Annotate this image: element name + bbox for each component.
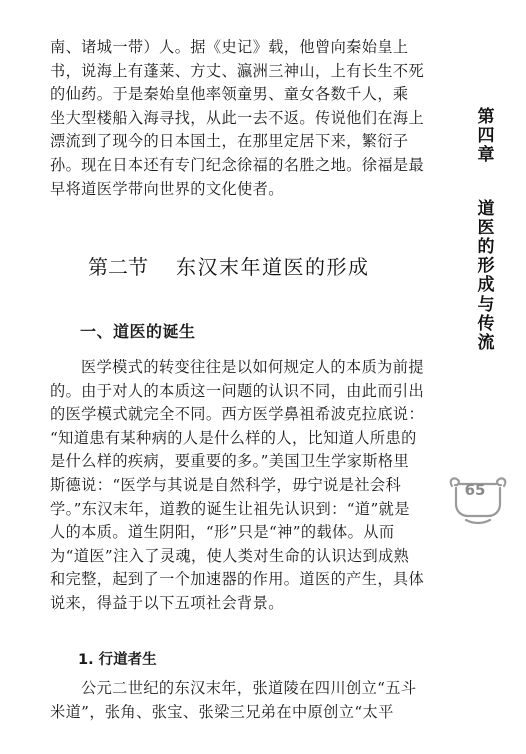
text-line: 学。”东汉末年，道教的诞生让祖先认识到：“道”就是	[50, 499, 410, 518]
text-line: 漂流到了现今的日本国土，在那里定居下来，繁衍子	[50, 132, 409, 151]
section-number: 第二节	[88, 255, 148, 279]
chapter-title-char: 传	[477, 313, 495, 334]
text-line: 为“道医”注入了灵魂，使人类对生命的认识达到成熟	[50, 546, 410, 565]
top-paragraph	[50, 36, 440, 201]
text-line: “知道患有某种病的人是什么样的人，比知道人所患的	[50, 428, 417, 447]
text-line: 的仙药。于是秦始皇他率领童男、童女各数千人，乘	[50, 85, 409, 104]
item-paragraph	[50, 677, 440, 724]
text-line: 医学模式的转变往往是以如何规定人的本质为前提	[81, 358, 424, 376]
chapter-char: 四	[477, 126, 495, 147]
text-line: 和完整，起到了一个加速器的作用。道医的产生，具体	[50, 570, 425, 589]
section-title-text: 东汉末年道医的形成	[176, 255, 370, 279]
text-line: 早将道医学带向世界的文化使者。	[50, 179, 284, 198]
chapter-title-char: 医	[477, 217, 495, 238]
text-line: 的。由于对人的本质这一问题的认识不同，由此而引出	[50, 381, 425, 400]
text-line: 是什么样的疾病，要重要的多。”美国卫生学家斯格里	[50, 452, 410, 471]
chapter-title-char: 流	[477, 333, 495, 354]
intro-paragraph	[50, 356, 440, 616]
text-line: 米道”，张角、张宝、张梁三兄弟在中原创立“太平	[50, 702, 394, 721]
text-line: 公元二世纪的东汉末年，张道陵在四川创立“五斗	[81, 679, 417, 697]
section-title	[88, 251, 370, 280]
chapter-title-char: 形	[477, 256, 495, 277]
text-line: 人的本质。道生阴阳，“形”只是“神”的载体。从而	[50, 523, 395, 542]
text-line: 斯德说：“医学与其说是自然科学，毋宁说是社会科	[50, 475, 402, 494]
text-line: 的医学模式就完全不同。西方医学鼻祖希波克拉底说：	[50, 405, 425, 424]
text-line: 孙。现在日本还有专门纪念徐福的名胜之地。徐福是最	[50, 155, 425, 174]
item-heading: 1. 行道者生	[78, 652, 157, 668]
text-line: 坐大型楼船入海寻找，从此一去不返。传说他们在海上	[50, 108, 425, 127]
page-number: 65	[464, 481, 486, 499]
chapter-char: 章	[477, 145, 495, 166]
chapter-sidebar	[473, 108, 499, 353]
subsection-heading: 一、道医的诞生	[80, 322, 196, 341]
text-line: 南、诸城一带）人。据《史记》载，他曾向秦始皇上	[50, 38, 409, 56]
chapter-title-char: 成	[477, 275, 495, 296]
text-line: 说来，得益于以下五项社会背景。	[50, 593, 284, 612]
chapter-char: 第	[477, 107, 495, 127]
chapter-title-char: 与	[477, 294, 495, 315]
chapter-title-char: 道	[477, 198, 495, 219]
text-line: 书，说海上有蓬莱、方丈、瀛洲三神山，上有长生不死	[50, 61, 425, 80]
chapter-title-char: 的	[477, 237, 495, 258]
